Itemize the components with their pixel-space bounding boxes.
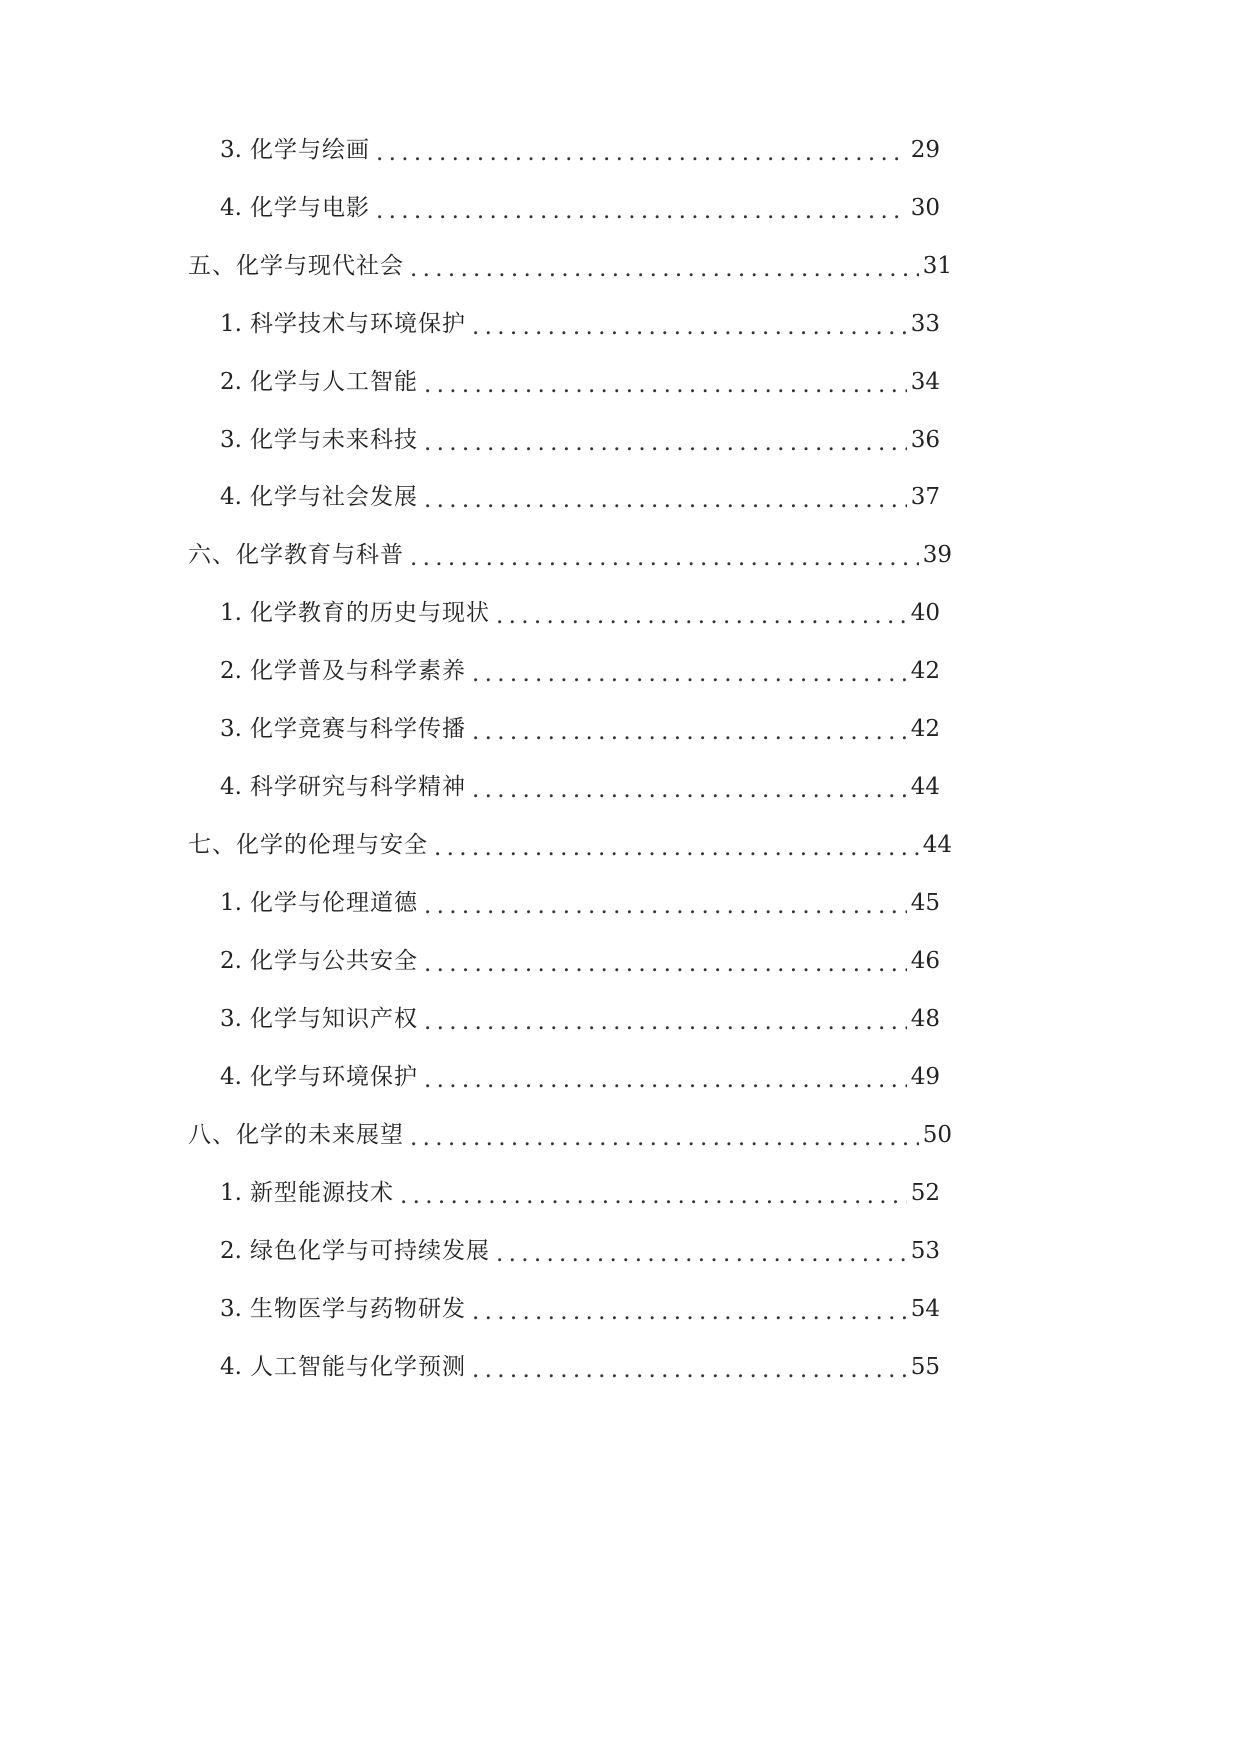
dot-leader xyxy=(472,651,907,691)
toc-entry[interactable] xyxy=(212,188,940,228)
dot-leader xyxy=(410,246,919,286)
toc-entry-title: 化学与伦理道德 xyxy=(250,890,418,916)
toc-entry-page: 37 xyxy=(910,484,940,510)
toc-entry-title: 化学与环境保护 xyxy=(250,1064,418,1090)
toc-entry-number: 3. xyxy=(220,137,242,163)
toc-entry-page: 42 xyxy=(910,716,940,742)
toc-entry[interactable] xyxy=(212,1347,940,1387)
toc-entry[interactable] xyxy=(212,709,940,749)
toc-entry-page: 46 xyxy=(910,948,940,974)
toc-entry-page: 49 xyxy=(910,1064,940,1090)
toc-entry-title: 化学与未来科技 xyxy=(250,427,418,453)
dot-leader xyxy=(472,304,907,344)
toc-entry-number: 4. xyxy=(220,1354,242,1380)
toc-entry[interactable] xyxy=(212,999,940,1039)
toc-entry[interactable] xyxy=(212,651,940,691)
dot-leader xyxy=(410,535,919,575)
toc-chapter-title: 五、化学与现代社会 xyxy=(188,253,404,279)
toc-entry-number: 4. xyxy=(220,1064,242,1090)
toc-entry[interactable] xyxy=(212,304,940,344)
toc-entry-number: 2. xyxy=(220,1238,242,1264)
dot-leader xyxy=(424,883,907,923)
toc-entry-number: 2. xyxy=(220,658,242,684)
toc-entry-number: 1. xyxy=(220,600,242,626)
toc-entry-page: 53 xyxy=(910,1238,940,1264)
toc-entry-title: 化学与绘画 xyxy=(250,137,370,163)
toc-entry-page: 39 xyxy=(922,542,952,568)
toc-entry-page: 42 xyxy=(910,658,940,684)
toc-entry[interactable] xyxy=(212,1173,940,1213)
toc-entry-number: 3. xyxy=(220,1006,242,1032)
toc-chapter[interactable] xyxy=(188,246,952,286)
toc-entry-number: 1. xyxy=(220,1180,242,1206)
toc-entry-number: 3. xyxy=(220,716,242,742)
toc-entry-number: 4. xyxy=(220,195,242,221)
toc-entry-page: 54 xyxy=(910,1296,940,1322)
toc-entry-title: 化学与社会发展 xyxy=(250,484,418,510)
toc-entry-title: 绿色化学与可持续发展 xyxy=(250,1238,490,1264)
dot-leader xyxy=(472,767,907,807)
toc-entry-page: 50 xyxy=(922,1122,952,1148)
toc-entry-title: 新型能源技术 xyxy=(250,1180,394,1206)
toc-entry-number: 3. xyxy=(220,427,242,453)
toc-entry[interactable] xyxy=(212,593,940,633)
dot-leader xyxy=(472,1347,907,1387)
dot-leader xyxy=(376,130,907,170)
toc-entry-page: 44 xyxy=(922,832,952,858)
dot-leader xyxy=(424,362,907,402)
toc-chapter-title: 八、化学的未来展望 xyxy=(188,1122,404,1148)
dot-leader xyxy=(424,477,907,517)
toc-entry-title: 化学与人工智能 xyxy=(250,369,418,395)
toc-entry-page: 30 xyxy=(910,195,940,221)
toc-entry-title: 科学研究与科学精神 xyxy=(250,774,466,800)
toc-entry-title: 化学与电影 xyxy=(250,195,370,221)
dot-leader xyxy=(496,593,907,633)
toc-entry-title: 化学竞赛与科学传播 xyxy=(250,716,466,742)
toc-entry-number: 2. xyxy=(220,369,242,395)
toc-entry[interactable] xyxy=(212,477,940,517)
dot-leader xyxy=(434,825,919,865)
toc-chapter-title: 六、化学教育与科普 xyxy=(188,542,404,568)
dot-leader xyxy=(496,1231,907,1271)
dot-leader xyxy=(472,1289,907,1329)
toc-entry-page: 34 xyxy=(910,369,940,395)
dot-leader xyxy=(376,188,907,228)
dot-leader xyxy=(410,1115,919,1155)
toc-entry[interactable] xyxy=(212,941,940,981)
toc-chapter-title: 七、化学的伦理与安全 xyxy=(188,832,428,858)
toc-entry-page: 45 xyxy=(910,890,940,916)
toc-chapter[interactable] xyxy=(188,535,952,575)
toc-entry-number: 2. xyxy=(220,948,242,974)
dot-leader xyxy=(400,1173,907,1213)
toc-entry[interactable] xyxy=(212,1057,940,1097)
toc-entry-title: 化学与知识产权 xyxy=(250,1006,418,1032)
toc-chapter[interactable] xyxy=(188,1115,952,1155)
toc-entry[interactable] xyxy=(212,362,940,402)
toc-entry-number: 1. xyxy=(220,890,242,916)
toc-entry-number: 4. xyxy=(220,484,242,510)
toc-entry-page: 31 xyxy=(922,253,952,279)
toc-entry[interactable] xyxy=(212,420,940,460)
toc-entry-page: 36 xyxy=(910,427,940,453)
toc-entry-title: 化学普及与科学素养 xyxy=(250,658,466,684)
toc-entry-title: 化学与公共安全 xyxy=(250,948,418,974)
toc-entry-number: 4. xyxy=(220,774,242,800)
toc-entry-page: 52 xyxy=(910,1180,940,1206)
toc-entry-page: 44 xyxy=(910,774,940,800)
toc-entry-page: 33 xyxy=(910,311,940,337)
toc-entry[interactable] xyxy=(212,767,940,807)
toc-entry[interactable] xyxy=(212,1289,940,1329)
toc-entry[interactable] xyxy=(212,883,940,923)
dot-leader xyxy=(472,709,907,749)
toc-entry-page: 40 xyxy=(910,600,940,626)
toc-entry-title: 科学技术与环境保护 xyxy=(250,311,466,337)
toc-entry-title: 化学教育的历史与现状 xyxy=(250,600,490,626)
dot-leader xyxy=(424,1057,907,1097)
toc-chapter[interactable] xyxy=(188,825,952,865)
dot-leader xyxy=(424,941,907,981)
dot-leader xyxy=(424,999,907,1039)
toc-entry-number: 1. xyxy=(220,311,242,337)
toc-entry-title: 人工智能与化学预测 xyxy=(250,1354,466,1380)
toc-entry-page: 29 xyxy=(910,137,940,163)
toc-entry-title: 生物医学与药物研发 xyxy=(250,1296,466,1322)
toc-entry-page: 48 xyxy=(910,1006,940,1032)
toc-entry[interactable] xyxy=(212,130,940,170)
toc-entry-number: 3. xyxy=(220,1296,242,1322)
toc-entry-page: 55 xyxy=(910,1354,940,1380)
toc-entry[interactable] xyxy=(212,1231,940,1271)
dot-leader xyxy=(424,420,907,460)
